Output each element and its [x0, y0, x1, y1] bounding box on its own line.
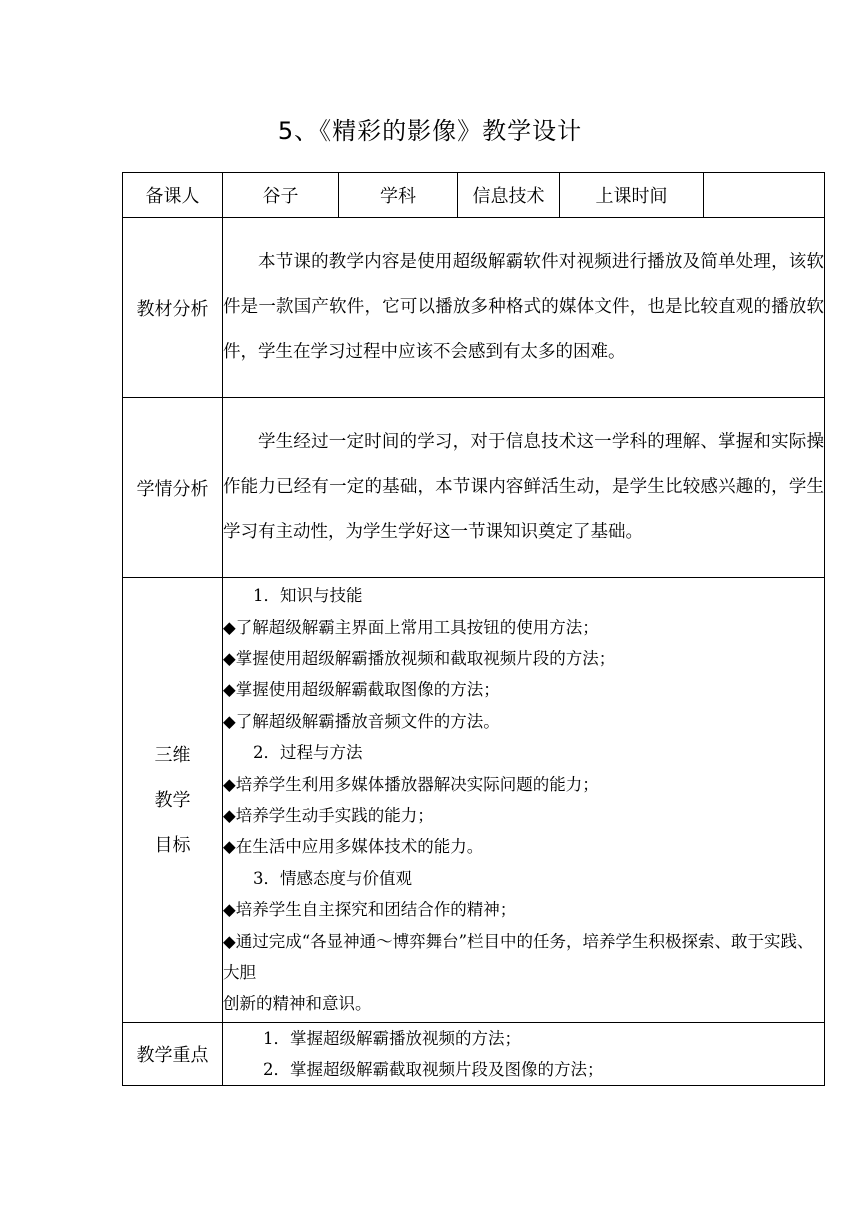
subject-value: 信息技术	[458, 173, 560, 218]
material-analysis-label: 教材分析	[123, 218, 223, 398]
focus-item: 2．掌握超级解霸截取视频片段及图像的方法；	[263, 1060, 604, 1079]
goal-item: ◆掌握使用超级解霸播放视频和截取视频片段的方法；	[223, 648, 616, 668]
student-analysis-row	[123, 398, 825, 578]
header-row	[123, 173, 825, 218]
goal-item: ◆通过完成“各显神通～博弈舞台”栏目中的任务，培养学生积极探索、敢于实践、大胆	[223, 931, 814, 983]
page-title: 5、《精彩的影像》教学设计	[277, 117, 583, 145]
material-analysis-row	[123, 218, 825, 398]
teaching-goals-row	[123, 578, 825, 1023]
goal-item: ◆培养学生自主探究和团结合作的精神；	[223, 900, 517, 920]
goal-item: ◆在生活中应用多媒体技术的能力。	[223, 837, 484, 857]
goal-section-heading: 3．情感态度与价值观	[253, 868, 412, 888]
goal-section-heading: 1．知识与技能	[253, 586, 363, 606]
class-time-label: 上课时间	[560, 173, 704, 218]
goal-item: ◆了解超级解霸主界面上常用工具按钮的使用方法；	[223, 617, 599, 637]
teaching-goals-label	[123, 578, 223, 1023]
goal-item: ◆培养学生利用多媒体播放器解决实际问题的能力；	[223, 774, 599, 794]
goals-label-line: 教学	[154, 789, 191, 811]
goal-section-heading: 2．过程与方法	[253, 743, 363, 763]
goal-item: ◆培养学生动手实践的能力；	[223, 806, 434, 825]
goal-item: 创新的精神和意识。	[223, 994, 372, 1014]
teaching-focus-label: 教学重点	[123, 1023, 223, 1086]
focus-item: 1．掌握超级解霸播放视频的方法；	[263, 1029, 521, 1048]
preparer-value: 谷子	[223, 173, 339, 218]
lesson-plan-table	[122, 172, 825, 1086]
teaching-goals-content	[223, 578, 825, 1023]
student-analysis-text: 学生经过一定时间的学习，对于信息技术这一学科的理解、掌握和实际操作能力已经有一定的基础，本节课内容鲜活生动，是学生比较感兴趣的，学生学习有主动性，为学生学好这一节课知识奠定了基础。	[223, 398, 825, 578]
preparer-label: 备课人	[123, 173, 223, 218]
goals-label-line: 目标	[154, 834, 191, 856]
material-analysis-text: 本节课的教学内容是使用超级解霸软件对视频进行播放及简单处理，该软件是一款国产软件，它可以播放多种格式的媒体文件，也是比较直观的播放软件，学生在学习过程中应该不会感到有太多的困难。	[223, 218, 825, 398]
teaching-focus-row	[123, 1023, 825, 1086]
student-analysis-label: 学情分析	[123, 398, 223, 578]
teaching-focus-content	[223, 1023, 825, 1086]
goals-label-line: 三维	[154, 744, 191, 766]
class-time-value	[704, 173, 825, 218]
goal-item: ◆掌握使用超级解霸截取图像的方法；	[223, 680, 500, 700]
goal-item: ◆了解超级解霸播放音频文件的方法。	[223, 711, 500, 731]
subject-label: 学科	[339, 173, 458, 218]
